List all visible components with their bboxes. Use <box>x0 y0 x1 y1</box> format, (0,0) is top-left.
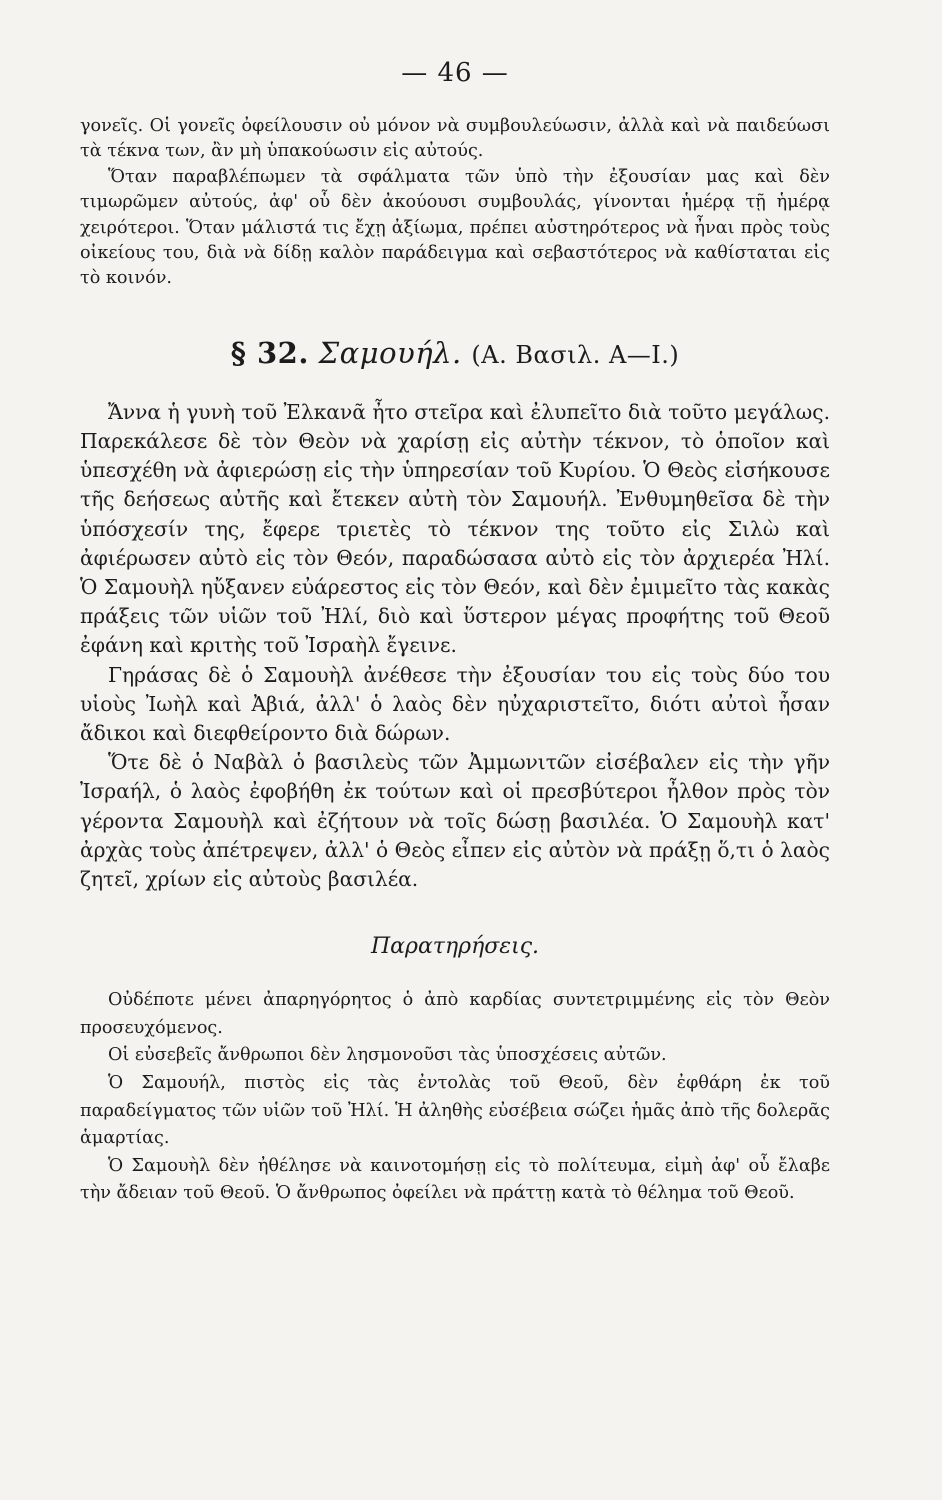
paragraph: γονεῖς. Οἱ γονεῖς ὀφείλουσιν οὐ μόνον νὰ συμβουλεύωσιν, ἀλλὰ καὶ νὰ παιδεύωσι τὰ τέκνα των, ἂν μὴ ὑπακούωσιν εἰς αὐτούς. <box>80 116 830 162</box>
paragraph: Ὅταν παραβλέπωμεν τὰ σφάλματα τῶν ὑπὸ τὴν ἐξουσίαν μας καὶ δὲν τιμωρῶμεν αὐτούς, ἀφ' οὗ δὲν ἀκούουσι συμβουλάς, γίνονται ἡμέρᾳ τῇ ἡμέρᾳ χειρότεροι. Ὅταν μάλιστά τις ἔχῃ ἀξίωμα, πρέπει αὐστηρότερος νὰ ἦναι πρὸς τοὺς οἰκείους του, διὰ νὰ δίδῃ καλὸν παράδειγμα καὶ σεβαστότερος νὰ καθίσταται εἰς τὸ κοινόν. <box>80 166 830 289</box>
section-title: Σαμουήλ. <box>318 335 462 370</box>
section-number: § 32. <box>230 335 309 370</box>
note-paragraph: Ὁ Σαμουήλ, πιστὸς εἰς τὰς ἐντολὰς τοῦ Θεοῦ, δὲν ἐφθάρη ἐκ τοῦ παραδείγματος τῶν υἱῶν τοῦ Ἠλί. Ἡ ἀληθὴς εὐσέβεια σώζει ἡμᾶς ἀπὸ τῆς δολερᾶς ἁμαρτίας. <box>80 1073 830 1149</box>
notes-heading: Παρατηρήσεις. <box>370 934 540 960</box>
note-paragraph: Ὁ Σαμουὴλ δὲν ἠθέλησε νὰ καινοτομήσῃ εἰς τὸ πολίτευμα, εἰμὴ ἀφ' οὗ ἔλαβε τὴν ἄδειαν τοῦ Θεοῦ. Ὁ ἄνθρωπος ὀφείλει νὰ πράττῃ κατὰ τὸ θέλημα τοῦ Θεοῦ. <box>80 1155 830 1204</box>
paragraph: Ἄννα ἡ γυνὴ τοῦ Ἐλκανᾶ ἦτο στεῖρα καὶ ἐλυπεῖτο διὰ τοῦτο μεγάλως. Παρεκάλεσε δὲ τὸν Θεὸν νὰ χαρίσῃ εἰς αὐτὴν τέκνον, τὸ ὁποῖον καὶ ὑπεσχέθη νὰ ἀφιερώσῃ εἰς τὴν ὑπηρεσίαν τοῦ Κυρίου. Ὁ Θεὸς εἰσήκουσε τῆς δεήσεως αὐτῆς καὶ ἔτεκεν αὐτὴ τὸν Σαμουήλ. Ἐνθυμηθεῖσα δὲ τὴν ὑπόσχεσίν της, ἔφερε τριετὲς τὸ τέκνον της τοῦτο εἰς Σιλὼ καὶ ἀφιέρωσεν αὐτὸ εἰς τὸν Θεόν, παραδώσασα αὐτὸ εἰς τὸν ἀρχιερέα Ἠλί. Ὁ Σαμουὴλ ηὔξανεν εὐάρεστος εἰς τὸν Θεόν, καὶ δὲν ἐμιμεῖτο τὰς κακὰς πράξεις τῶν υἱῶν τοῦ Ἠλί, διὸ καὶ ὕστερον μέγας προφήτης τοῦ Θεοῦ ἐφάνη καὶ κριτὴς τοῦ Ἰσραὴλ ἔγεινε. <box>80 399 830 658</box>
note-paragraph: Οἱ εὐσεβεῖς ἄνθρωποι δὲν λησμονοῦσι τὰς ὑποσχέσεις αὐτῶν. <box>108 1045 667 1066</box>
section-reference: (Α. Βασιλ. Α—Ι.) <box>471 340 680 369</box>
continued-text-block <box>80 114 830 292</box>
page-number: — 46 — <box>401 58 509 88</box>
paragraph: Γηράσας δὲ ὁ Σαμουὴλ ἀνέθεσε τὴν ἐξουσίαν του εἰς τοὺς δύο του υἱοὺς Ἰωὴλ καὶ Ἀβιά, ἀλλ' ὁ λαὸς δὲν ηὐχαριστεῖτο, διότι αὐτοὶ ἦσαν ἄδικοι καὶ διεφθείροντο διὰ δώρων. <box>80 662 830 746</box>
section-body <box>80 398 830 894</box>
section-heading <box>80 336 830 370</box>
paragraph: Ὅτε δὲ ὁ Ναβὰλ ὁ βασιλεὺς τῶν Ἀμμωνιτῶν εἰσέβαλεν εἰς τὴν γῆν Ἰσραήλ, ὁ λαὸς ἐφοβήθη ἐκ τούτων καὶ οἱ πρεσβύτεροι ἦλθον πρὸς τὸν γέροντα Σαμουὴλ καὶ ἐζήτουν νὰ τοῖς δώσῃ βασιλέα. Ὁ Σαμουὴλ κατ' ἀρχὰς τοὺς ἀπέτρεψεν, ἀλλ' ὁ Θεὸς εἶπεν εἰς αὐτὸν νὰ πράξῃ ὅ,τι ὁ λαὸς ζητεῖ, χρίων εἰς αὐτοὺς βασιλέα. <box>80 750 830 892</box>
notes-body <box>80 987 830 1208</box>
note-paragraph: Οὐδέποτε μένει ἀπαρηγόρητος ὁ ἀπὸ καρδίας συντετριμμένης εἰς τὸν Θεὸν προσευχόμενος. <box>80 990 830 1038</box>
